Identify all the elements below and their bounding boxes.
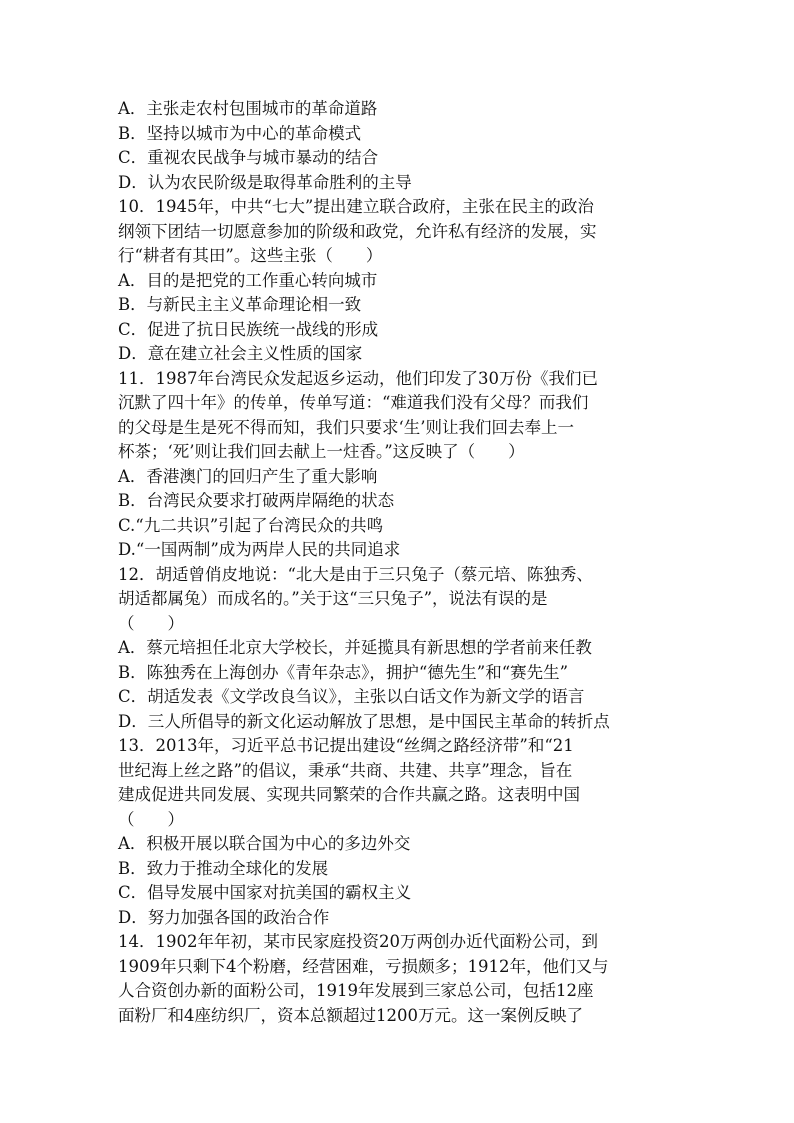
option-11d: D.“一国两制”成为两岸人民的共同追求 bbox=[118, 540, 401, 559]
question-12-line-3: （ ） bbox=[118, 613, 184, 633]
option-12c: C．胡适发表《文学改良刍议》，主张以白话文作为新文学的语言 bbox=[118, 687, 585, 706]
option-12d: D．三人所倡导的新文化运动解放了思想，是中国民主革命的转折点 bbox=[118, 711, 610, 731]
question-10-line-3: 行“耕者有其田”。这些主张（ ） bbox=[118, 246, 383, 265]
option-13d: D．努力加强各国的政治合作 bbox=[118, 907, 330, 927]
question-14-line-4: 面粉厂和4座纺织厂，资本总额超过1200万元。这一案例反映了 bbox=[118, 1005, 583, 1025]
option-12a: A．蔡元培担任北京大学校长，并延揽具有新思想的学者前来任教 bbox=[118, 638, 592, 657]
option-10c: C．促进了抗日民族统一战线的形成 bbox=[118, 319, 379, 339]
question-13-line-4: （ ） bbox=[118, 809, 184, 829]
option-10b: B．与新民主主义革命理论相一致 bbox=[118, 295, 362, 314]
option-11a: A．香港澳门的回归产生了重大影响 bbox=[118, 466, 378, 486]
option-12b: B．陈独秀在上海创办《青年杂志》，拥护“德先生”和“赛先生” bbox=[118, 662, 569, 682]
option-11b: B．台湾民众要求打破两岸隔绝的状态 bbox=[118, 491, 395, 510]
question-14-line-3: 人合资创办新的面粉公司，1919年发展到三家总公司，包括12座 bbox=[118, 981, 594, 1000]
question-10-line-2: 纲领下团结一切愿意参加的阶级和政党，允许私有经济的发展，实 bbox=[118, 221, 597, 241]
question-11-line-4: 杯茶；‘死’则让我们回去献上一炷香。”这反映了（ ） bbox=[118, 442, 525, 461]
question-14-line-1: 14．1902年年初，某市民家庭投资20万两创办近代面粉公司，到 bbox=[118, 932, 598, 951]
question-14-line-2: 1909年只剩下4个粉磨，经营困难，亏损颇多；1912年，他们又与 bbox=[118, 956, 609, 976]
option-10d: D．意在建立社会主义性质的国家 bbox=[118, 344, 363, 363]
option-13b: B．致力于推动全球化的发展 bbox=[118, 858, 329, 878]
question-10-line-1: 10．1945年，中共“七大”提出建立联合政府，主张在民主的政治 bbox=[118, 197, 594, 216]
question-11-line-3: 的父母是生是死不得而知，我们只要求‘生’则让我们回去奉上一 bbox=[118, 417, 574, 437]
question-12-line-1: 12．胡适曾俏皮地说：“北大是由于三只兔子（蔡元培、陈独秀、 bbox=[118, 564, 593, 584]
option-13a: A．积极开展以联合国为中心的多边外交 bbox=[118, 834, 411, 853]
question-13-line-2: 世纪海上丝之路”的倡议，秉承“共商、共建、共享”理念，旨在 bbox=[118, 760, 573, 780]
document-page bbox=[118, 97, 678, 1028]
question-11-line-2: 沉默了四十年》的传单，传单写道：“难道我们没有父母？而我们 bbox=[118, 393, 589, 412]
question-13-line-3: 建成促进共同发展、实现共同繁荣的合作共赢之路。这表明中国 bbox=[118, 785, 580, 804]
option-13c: C．倡导发展中国家对抗美国的霸权主义 bbox=[118, 883, 412, 902]
option-11c: C.“九二共识”引起了台湾民众的共鸣 bbox=[118, 515, 384, 535]
question-12-line-2: 胡适都属兔）而成名的。”关于这“三只兔子”，说法有误的是 bbox=[118, 589, 548, 608]
option-10a: A．目的是把党的工作重心转向城市 bbox=[118, 270, 378, 290]
option-9a: A．主张走农村包围城市的革命道路 bbox=[118, 99, 378, 118]
option-9c: C．重视农民战争与城市暴动的结合 bbox=[118, 148, 379, 167]
option-9d: D．认为农民阶级是取得革命胜利的主导 bbox=[118, 172, 412, 192]
question-11-line-1: 11．1987年台湾民众发起返乡运动，他们印发了30万份《我们已 bbox=[118, 368, 598, 388]
option-9b: B．坚持以城市为中心的革命模式 bbox=[118, 123, 362, 143]
question-13-line-1: 13．2013年，习近平总书记提出建设“丝绸之路经济带”和“21 bbox=[118, 736, 574, 755]
